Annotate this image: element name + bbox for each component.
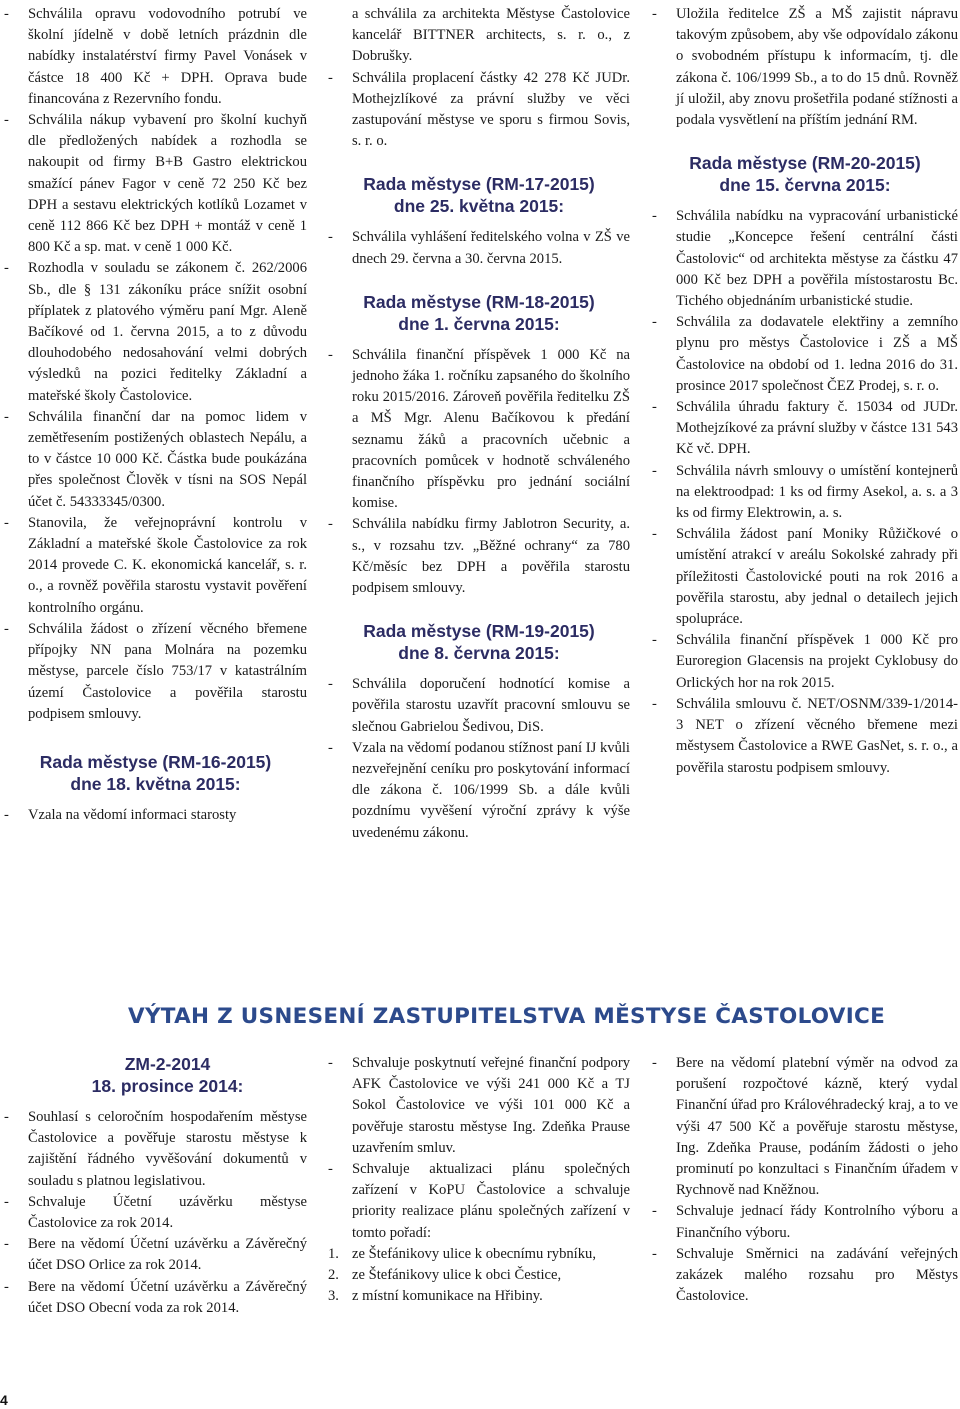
resolution-item: - Vzala na vědomí podanou stížnost paní IJ kvůli nezveřejnění ceníku pro poskytování informací dle zákona č. 106/1999 Sb. a dále kvůli pozdnímu vyvěšení výroční zprávy k výše uvedenému zákonu. <box>328 739 630 841</box>
resolution-item: - Schválila finanční dar na pomoc lidem v zemětřesením postižených oblastech Nepálu, a to v částce 10 000 Kč. Částka bude poukázána přes společnost Člověk v tísni na SOS Nepál účet č. 54333345/0300. <box>4 408 307 510</box>
resolution-item: - Schvaluje Účetní uzávěrku městyse Častolovice za rok 2014. <box>4 1193 307 1232</box>
resolution-item: - Schválila opravu vodovodního potrubí ve školní jídelně v době letních prázdnin dle nabídky instalatérství firmy Pavel Vonásek v částce 18 400 Kč + DPH. Oprava bude financována z Rezervního fondu. <box>4 6 307 107</box>
heading-title: Rada městyse (RM-18-2015) <box>363 291 595 312</box>
bottom-column-1 <box>4 1053 307 1319</box>
resolution-item: - Schválila nabídku na vypracování urbanistické studie „Koncepce řešení centrální části Častolovic“ od architekta městyse za částku 47 000 Kč bez DPH a pověřila místostarostu Bc. Tichého objednáním urbanistické studie. <box>652 208 958 310</box>
resolution-item: - Schválila návrh smlouvy o umístění kontejnerů na elektroodpad: 1 ks od firmy Asekol, a. s. a 3 ks od firmy Elektrowin, a. s. <box>652 462 958 522</box>
resolution-item: - Schválila smlouvu č. NET/OSNM/339-1/2014-3 NET o zřízení věcného břemene mezi městysem Častolovice a RWE GasNet, s. r. o., a pověřila starostu podpisem smlouvy. <box>652 695 958 776</box>
resolution-item: - Bere na vědomí Účetní uzávěrku a Závěrečný účet DSO Orlice za rok 2014. <box>4 1236 307 1274</box>
resolution-item: - Schvaluje aktualizaci plánu společných zařízení v KoPU Častolovice a schvaluje priority realizace plánu společných zařízení v tomto pořadí: <box>328 1161 630 1241</box>
heading-date: dne 15. června 2015: <box>719 175 891 196</box>
resolution-item: - Bere na vědomí Účetní uzávěrku a Závěrečný účet DSO Obecní voda za rok 2014. <box>4 1278 307 1316</box>
heading-title: Rada městyse (RM-17-2015) <box>363 174 595 195</box>
resolution-item: - Schvaluje Směrnici na zadávání veřejných zakázek malého rozsahu pro Městys Častolovice. <box>652 1245 958 1305</box>
resolution-item: - Schválila vyhlášení ředitelského volna v ZŠ ve dnech 29. června a 30. června 2015. <box>328 229 630 267</box>
resolution-item: - Schválila proplacení částky 42 278 Kč JUDr. Mothejzlíkové za právní služby ve věci zastupování městyse ve sporu s firmou Sovis, s. r. o. <box>328 69 630 150</box>
resolution-item: - Souhlasí s celoročním hospodařením městyse Častolovice a pověřuje starostu městyse k zajištění řádného vyvěšování dokumentů v souladu s platnou legislativou. <box>4 1109 307 1189</box>
section-heading-zm2 <box>28 1053 307 1097</box>
resolution-item: - Vzala na vědomí informaci starosty <box>4 806 237 823</box>
heading-date: dne 18. května 2015: <box>70 773 241 794</box>
top-column-3 <box>652 4 958 779</box>
section-heading-rm16 <box>4 751 307 795</box>
heading-title: Rada městyse (RM-20-2015) <box>689 153 921 174</box>
heading-date: dne 8. června 2015: <box>398 643 560 664</box>
heading-title: ZM-2-2014 <box>124 1054 211 1074</box>
heading-date: dne 25. května 2015: <box>393 196 565 217</box>
resolution-item: - Uložila ředitelce ZŠ a MŠ zajistit nápravu takovým způsobem, aby vše odpovídalo zákonu o svobodném přístupu k informacím, tj. dle zákona č. 106/1999 Sb., a to do 15 dnů. Rovněž jí uložil, aby znovu prošetřila podané stížnosti a podala vysvětlení na příštím jednání RM. <box>652 6 958 129</box>
resolution-item: - Bere na vědomí platební výměr na odvod za porušení rozpočtové kázně, který vydal Finanční úřad pro Královéhradecký kraj, a to ve výši 47 500 Kč a pověřuje starostu městyse, Ing. Zdeňka Prause, podáním žádosti o jeho prominutí po konzultaci s Finančním úřadem v Rychnově nad Kněžnou. <box>652 1055 958 1199</box>
heading-title: Rada městyse (RM-16-2015) <box>39 751 272 772</box>
resolution-item: - Schválila úhradu faktury č. 15034 od JUDr. Mothejzíkové za právní služby v částce 131 543 Kč vč. DPH. <box>652 399 958 458</box>
resolution-item: - Schválila za dodavatele elektřiny a zemního plynu pro městys Častolovice i ZŠ a MŠ Častolovice na období od 1. ledna 2016 do 31. prosince 2017 společnost ČEZ Prodej, s. r. o. <box>652 314 958 394</box>
heading-date: dne 1. června 2015: <box>398 313 560 334</box>
section-heading-rm19 <box>328 620 630 664</box>
bottom-column-3 <box>652 1053 958 1307</box>
resolution-item: - Rozhodla v souladu se zákonem č. 262/2006 Sb., dle § 131 zákoníku práce snížit osobní příplatek z platového výměru paní Mgr. Aleně Bačíkové od 1. června 2015, a to z důvodu dlouhodobého nedosahování velmi dobrých výsledků na pozici ředitelky Základní a mateřské školy Častolovice. <box>4 260 307 404</box>
resolution-item: - Schválila finanční příspěvek 1 000 Kč na jednoho žáka 1. ročníku zapsaného do školního roku 2015/2016. Zároveň pověřila ředitelku ZŠ a MŠ Mgr. Alenu Bačíkovou k předání seznamu žáků a pracovních učebnic a pracovních pomůcek v hodnotě schváleného finančního příspěvku pro jednání sociální komise. <box>328 346 630 512</box>
resolution-item: - Schvaluje poskytnutí veřejné finanční podpory AFK Častolovice ve výši 241 000 Kč a TJ Sokol Častolovice ve výši 101 000 Kč a pověřuje starostu městyse Ing. Zdeňka Prause uzavřením smluv. <box>328 1055 630 1156</box>
numbered-item: 1. ze Štefánikovy ulice k obecnímu rybníku, <box>328 1245 596 1262</box>
top-column-2 <box>328 4 630 844</box>
numbered-item: 2. ze Štefánikovy ulice k obci Čestice, <box>328 1267 562 1284</box>
page-number: 4 <box>0 1392 8 1408</box>
top-column-1 <box>4 4 307 826</box>
resolution-item: - Stanovila, že veřejnoprávní kontrolu v Základní a mateřské škole Častolovice za rok 2014 provede C. K. ekonomická kancelář, s. r. o., a rovněž pověřila starostu vystavit pověření kontrolního orgánu. <box>4 514 307 616</box>
resolution-item: - Schválila nákup vybavení pro školní kuchyň dle předložených nabídek a rozhodla se nakoupit od firmy B+B Gastro elektrickou smažící pánev Fagor v ceně 72 250 Kč bez DPH a sestavu elektrických kotlíků Lozamet v ceně 112 866 Kč bez DPH + montáž v ceně 1 800 Kč a sp. mat. v ceně 1 000 Kč. <box>4 112 307 256</box>
bottom-column-2 <box>328 1053 630 1307</box>
resolution-item: - Schválila žádost paní Moniky Růžičkové o umístění atrakcí v areálu Sokolské zahrady při příležitosti Častolovické pouti na rok 2016 a pověřila starostu, aby jednal o detailech jejich spolupráce. <box>652 526 958 628</box>
numbered-item: 3. z místní komunikace na Hřibiny. <box>328 1288 543 1305</box>
resolution-item: - Schválila finanční příspěvek 1 000 Kč pro Euroregion Glacensis na projekt Cyklobusy do Orlických hor na rok 2015. <box>652 632 958 691</box>
resolution-item: - Schválila nabídku firmy Jablotron Security, a. s., v rozsahu tzv. „Běžné ochrany“ za 780 Kč/měsíc bez DPH a pověřila starostu podpisem smlouvy. <box>328 516 630 597</box>
resolution-item: - Schválila žádost o zřízení věcného břemene přípojky NN pana Molnára na pozemku městyse, parcele číslo 753/17 v katastrálním území Častolovice a pověřila starostu podpisem smlouvy. <box>4 620 307 722</box>
section-heading-rm17 <box>328 173 630 217</box>
heading-date: 18. prosince 2014: <box>91 1076 244 1096</box>
continued-paragraph: a schválila za architekta Městyse Častolovice kancelář BITTNER architects, s. r. o., z Dobrušky. <box>352 6 630 65</box>
resolution-item: - Schválila doporučení hodnotící komise a pověřila starostu uzavřít pracovní smlouvu se slečnou Gabrielou Šedivou, DiS. <box>328 676 630 735</box>
section-heading-rm18 <box>328 291 630 335</box>
resolution-item: - Schvaluje jednací řády Kontrolního výboru a Finančního výboru. <box>652 1203 958 1241</box>
section-heading-rm20 <box>652 152 958 196</box>
section-banner: VÝTAH Z USNESENÍ ZASTUPITELSTVA MĚSTYSE ČASTOLOVICE <box>128 1004 886 1029</box>
heading-title: Rada městyse (RM-19-2015) <box>363 621 595 642</box>
